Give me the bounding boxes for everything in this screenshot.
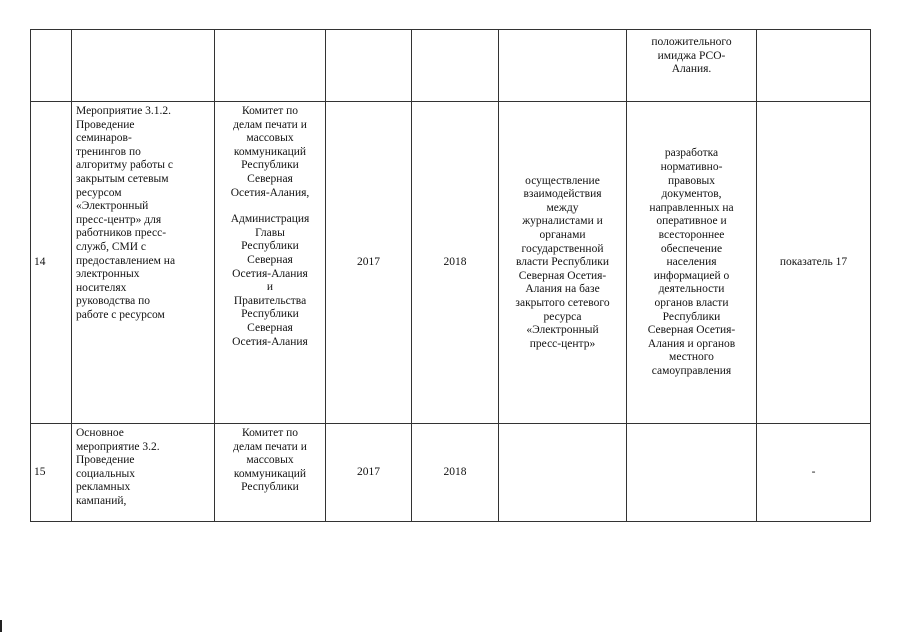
measure-cell: Мероприятие 3.1.2. Проведение семинаров- тренингов по алгоритму работы с закрытым сетевым ресурсом «Электронный пресс-центр» для работников пресс- служб, СМИ с предоставлением на электронных носителях руководства по работе с ресурсом [72,102,215,424]
row-number-cell [31,30,72,102]
end-year-cell: 2018 [412,102,499,424]
table-row [31,102,871,424]
content-cell: осуществление взаимодействия между журналистами и органами государственной власти Республики Северная Осетия- Алания на базе закрытого сетевого ресурса «Электронный пресс-центр» [499,102,627,424]
result-cell: разработка нормативно- правовых документов, направленных на оперативное и всестороннее обеспечение населения информацией о деятельности органов власти Республики Северная Осетия- Алания и органов местного самоуправления [627,102,757,424]
table-row [31,30,871,102]
measure-cell [72,30,215,102]
result-cell: положительного имиджа РСО- Алания. [627,30,757,102]
end-year-cell [412,30,499,102]
indicator-cell: показатель 17 [757,102,871,424]
measures-table [30,29,871,522]
executor-cell: Комитет по делам печати и массовых коммуникаций Республики [215,424,326,522]
row-number-cell: 15 [31,424,72,522]
indicator-cell [757,30,871,102]
indicator-cell: - [757,424,871,522]
table-row [31,424,871,522]
start-year-cell [326,30,412,102]
executor-cell [215,102,326,424]
scan-edge-mark [0,620,2,632]
start-year-cell: 2017 [326,424,412,522]
result-cell [627,424,757,522]
row-number-cell: 14 [31,102,72,424]
executor-administration: Администрация Главы Республики Северная Осетия-Алания и Правительства Республики Северная Осетия-Алания [230,213,310,348]
measure-cell: Основное мероприятие 3.2. Проведение социальных рекламных кампаний, [72,424,215,522]
executor-committee: Комитет по делам печати и массовых коммуникаций Республики Северная Осетия-Алания, [230,105,310,199]
end-year-cell: 2018 [412,424,499,522]
executor-cell [215,30,326,102]
content-cell [499,30,627,102]
start-year-cell: 2017 [326,102,412,424]
content-cell [499,424,627,522]
